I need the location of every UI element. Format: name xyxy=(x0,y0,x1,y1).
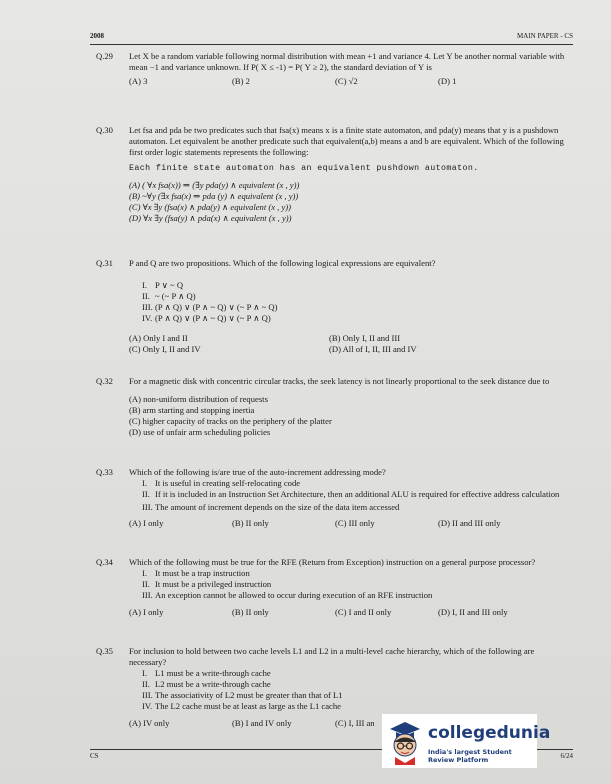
option-c: (C) III only xyxy=(335,518,375,528)
options xyxy=(129,180,573,224)
option-b: (B) 2 xyxy=(232,76,250,86)
question-number: Q.31 xyxy=(96,258,113,268)
question-number: Q.30 xyxy=(96,125,113,135)
list-item: II. It must be a privileged instruction xyxy=(142,579,272,589)
list-item: II. ~ (~ P ∧ Q) xyxy=(142,291,196,301)
header-year: 2008 xyxy=(90,32,104,40)
option-d: (D) II and III only xyxy=(438,518,501,528)
list-item: II. L2 must be a write-through cache xyxy=(142,679,271,689)
logo-name: collegedunia xyxy=(428,723,551,743)
question-text: Let X be a random variable following normal distribution with mean +1 and variance 4. Let Y be another normal variable with mean −1 and variance unknown. If P( X ≤ -1) = P( Y ≥ 2), the standard deviation of Y is xyxy=(129,51,565,72)
option-d: (D) 1 xyxy=(438,76,457,86)
question-text: For inclusion to hold between two cache levels L1 and L2 in a multi-level cache hierarchy, which of the following are necessary? xyxy=(129,646,535,667)
list-item: IV. (P ∧ Q) ∨ (P ∧ ~ Q) ∨ (~ P ∧ Q) xyxy=(142,313,271,323)
option-a: (A) ( ∀x fsa(x)) ⇒ (∃y pda(y) ∧ equivalent (x , y)) xyxy=(129,180,300,190)
option-d: (D) ∀x ∃y (fsa(y) ∧ pda(x) ∧ equivalent (x , y)) xyxy=(129,213,292,223)
option-a: (A) IV only xyxy=(129,718,170,728)
options xyxy=(129,333,573,355)
option-b: (B) II only xyxy=(232,607,269,617)
question-text: Let fsa and pda be two predicates such that fsa(x) means x is a finite state automaton, and pda(y) means that y is a pushdown automaton. Let equivalent be another predicate such that equivalent(a,b) means a and b are equivalent. Which of the following first order logic statements represents the following: xyxy=(129,125,564,157)
option-c: (C) ∀x ∃y (fsa(x) ∧ pda(y) ∧ equivalent (x , y)) xyxy=(129,202,292,212)
question-number: Q.29 xyxy=(96,51,113,61)
options xyxy=(129,607,573,618)
option-a: (A) 3 xyxy=(129,76,148,86)
option-b: (B) arm starting and stopping inertia xyxy=(129,405,255,415)
list-item: IV. The L2 cache must be at least as large as the L1 cache xyxy=(142,701,341,711)
options xyxy=(129,76,573,87)
option-d: (D) use of unfair arm scheduling policies xyxy=(129,427,271,437)
list-item: I. It is useful in creating self-relocating code xyxy=(142,478,301,488)
option-d: (D) All of I, II, III and IV xyxy=(329,344,417,354)
footer-code: CS xyxy=(90,752,99,760)
collegedunia-watermark xyxy=(382,714,551,768)
list-item: III. (P ∧ Q) ∨ (P ∧ ~ Q) ∨ (~ P ∧ ~ Q) xyxy=(142,302,278,312)
option-a: (A) non-uniform distribution of requests xyxy=(129,394,268,404)
list-item: I. It must be a trap instruction xyxy=(142,568,250,578)
question-text: Which of the following must be true for the RFE (Return from Exception) instruction on a general purpose processor? xyxy=(129,557,536,567)
option-a: (A) Only I and II xyxy=(129,333,188,343)
list-item: I. L1 must be a write-through cache xyxy=(142,668,271,678)
option-c: (C) √2 xyxy=(335,76,358,86)
question-text: Which of the following is/are true of the auto-increment addressing mode? xyxy=(129,467,386,477)
graduate-face-icon xyxy=(388,719,422,765)
page-header xyxy=(90,32,573,45)
options xyxy=(129,518,573,529)
question-text: For a magnetic disk with concentric circular tracks, the seek latency is not linearly proportional to the seek distance due to xyxy=(129,376,550,386)
item-list xyxy=(142,280,573,324)
option-c: (C) I and II only xyxy=(335,607,392,617)
option-b: (B) ~∀y (∃x fsa(x) ⇒ pda (y) ∧ equivalent (x , y)) xyxy=(129,191,299,201)
question-text: P and Q are two propositions. Which of the following logical expressions are equivalent? xyxy=(129,258,436,268)
option-c: (C) I, III an xyxy=(335,718,375,728)
question-33 xyxy=(96,467,573,529)
page-number: 6/24 xyxy=(560,752,573,760)
list-item: II. If it is included in an Instruction Set Architecture, then an additional ALU is required for effective address calculation xyxy=(142,489,560,499)
question-32 xyxy=(96,376,573,438)
option-c: (C) Only I, II and IV xyxy=(129,344,201,354)
item-list xyxy=(142,568,573,601)
question-number: Q.32 xyxy=(96,376,113,386)
option-c: (C) higher capacity of tracks on the periphery of the platter xyxy=(129,416,332,426)
question-29 xyxy=(96,51,573,87)
item-list xyxy=(142,478,573,513)
question-31 xyxy=(96,258,573,355)
option-a: (A) I only xyxy=(129,518,164,528)
header-paper: MAIN PAPER - CS xyxy=(517,32,573,40)
list-item: III. An exception cannot be allowed to occur during execution of an RFE instruction xyxy=(142,590,433,600)
list-item: III. The amount of increment depends on the size of the data item accessed xyxy=(142,502,400,512)
option-a: (A) I only xyxy=(129,607,164,617)
option-d: (D) I, II and III only xyxy=(438,607,508,617)
question-30 xyxy=(96,125,573,224)
option-b: (B) Only I, II and III xyxy=(329,333,401,343)
options xyxy=(129,394,573,438)
option-b: (B) II only xyxy=(232,518,269,528)
question-number: Q.33 xyxy=(96,467,113,477)
question-number: Q.34 xyxy=(96,557,113,567)
logo-tagline: India's largest Student Review Platform xyxy=(428,748,512,764)
statement: Each finite state automaton has an equivalent pushdown automaton. xyxy=(129,164,479,173)
question-number: Q.35 xyxy=(96,646,113,656)
list-item: III. The associativity of L2 must be greater than that of L1 xyxy=(142,690,343,700)
option-b: (B) I and IV only xyxy=(232,718,292,728)
question-34 xyxy=(96,557,573,618)
item-list xyxy=(142,668,573,712)
list-item: I. P ∨ ~ Q xyxy=(142,280,184,290)
